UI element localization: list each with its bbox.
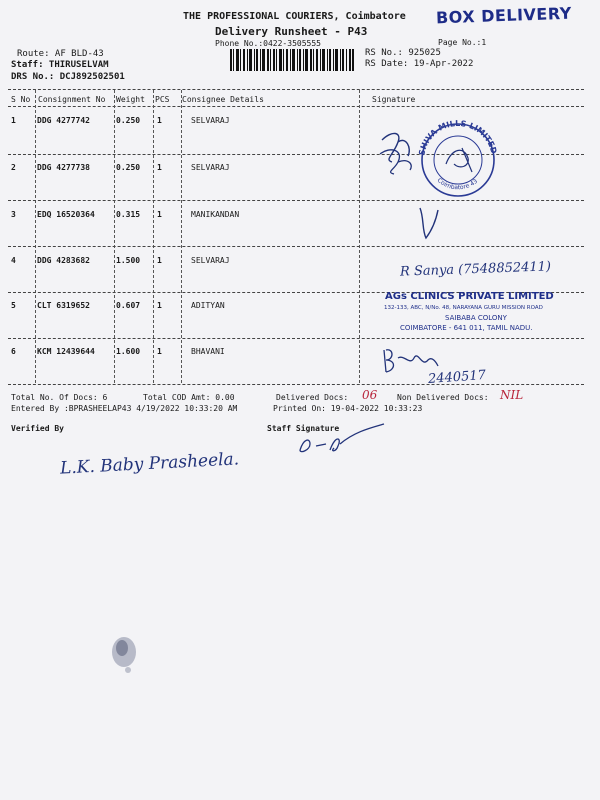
row-pcs: 1 <box>157 301 162 310</box>
row-sno: 1 <box>11 116 16 125</box>
table-bottom-rule <box>8 384 584 385</box>
row-consignee: SELVARAJ <box>191 163 230 172</box>
row-sno: 6 <box>11 347 16 356</box>
ags-stamp-colony: SAIBABA COLONY <box>445 314 507 322</box>
row-consignment: DDG 4283682 <box>37 256 90 265</box>
shiva-stamp-top: SHIVA MILLS LIMITED <box>417 118 499 157</box>
row-consignment: DDG 4277738 <box>37 163 90 172</box>
col-header-weight: Weight <box>116 95 145 104</box>
shiva-stamp-bottom: Coimbatore 43 <box>435 176 480 192</box>
row-weight: 1.500 <box>116 256 141 265</box>
drs-number: DRS No.: DCJ892502501 <box>11 72 125 82</box>
row-weight: 0.315 <box>116 210 141 219</box>
column-divider <box>359 90 360 383</box>
row-weight: 1.600 <box>116 347 141 356</box>
row-consignee: SELVARAJ <box>191 116 230 125</box>
staff-signature-label: Staff Signature <box>267 424 340 433</box>
row-consignment: KCM 12439644 <box>37 347 95 356</box>
company-name: THE PROFESSIONAL COURIERS, Coimbatore <box>183 11 406 22</box>
row-sno: 3 <box>11 210 16 219</box>
row-consignee: ADITYAN <box>191 301 225 310</box>
non-delivered-docs-value: NIL <box>500 388 524 402</box>
ags-stamp-city: COIMBATORE - 641 011, TAMIL NADU. <box>400 324 533 332</box>
ink-smudge <box>102 630 148 680</box>
signature-row3 <box>410 200 450 245</box>
row-rule <box>8 200 584 201</box>
row-rule <box>8 246 584 247</box>
document-title: Delivery Runsheet - P43 <box>215 25 368 38</box>
total-cod: Total COD Amt: 0.00 <box>143 393 235 402</box>
page-number: Page No.:1 <box>438 38 487 47</box>
col-header-sno: S No <box>11 95 31 104</box>
box-delivery-stamp: BOX DELIVERY <box>435 3 573 28</box>
route-info: Route: AF BLD-43 <box>17 49 104 59</box>
col-header-pcs: PCS <box>155 95 170 104</box>
row6-handwritten-number: 2440517 <box>427 367 487 388</box>
row-sno: 5 <box>11 301 16 310</box>
row-weight: 0.250 <box>116 116 141 125</box>
col-header-consignment: Consignment No <box>38 95 106 104</box>
column-divider <box>181 90 182 383</box>
entered-by: Entered By :BPRASHEELAP43 4/19/2022 10:33:20 AM <box>11 404 238 413</box>
rs-number: RS No.: 925025 <box>365 48 441 58</box>
col-header-signature: Signature <box>372 95 416 104</box>
phone-number: Phone No.:0422-3505555 <box>215 39 321 48</box>
staff-info: Staff: THIRUSELVAM <box>11 60 109 70</box>
table-top-rule <box>8 89 584 90</box>
row4-handwritten-note: R Sanya (7548852411) <box>399 259 552 280</box>
delivered-docs-value: 06 <box>362 388 378 402</box>
verifier-signature: L.K. Baby Prasheela. <box>59 449 240 479</box>
column-divider <box>153 90 154 383</box>
rs-date: RS Date: 19-Apr-2022 <box>365 59 474 69</box>
row-consignee: MANIKANDAN <box>191 210 240 219</box>
ags-stamp-address: 132-133, ABC, N/No. 48, NARAYANA GURU MISSION ROAD <box>384 305 543 311</box>
row-weight: 0.607 <box>116 301 141 310</box>
row-weight: 0.250 <box>116 163 141 172</box>
row-consignment: DDG 4277742 <box>37 116 90 125</box>
row-pcs: 1 <box>157 210 162 219</box>
col-header-consignee: Consignee Details <box>182 95 264 104</box>
column-divider <box>35 90 36 383</box>
shiva-mills-stamp <box>412 118 504 198</box>
ags-stamp-name: AGs CLINICS PRIVATE LIMITED <box>385 291 554 302</box>
non-delivered-docs-label: Non Delivered Docs: <box>397 393 489 402</box>
row-sno: 2 <box>11 163 16 172</box>
delivered-docs-label: Delivered Docs: <box>276 393 349 402</box>
row-consignee: BHAVANI <box>191 347 225 356</box>
signature-row2 <box>374 140 424 180</box>
row-sno: 4 <box>11 256 16 265</box>
column-divider <box>114 90 115 383</box>
row-pcs: 1 <box>157 347 162 356</box>
table-header-rule <box>8 106 584 107</box>
total-docs: Total No. Of Docs: 6 <box>11 393 108 402</box>
row-pcs: 1 <box>157 256 162 265</box>
printed-on: Printed On: 19-04-2022 10:33:23 <box>273 404 423 413</box>
row-consignee: SELVARAJ <box>191 256 230 265</box>
row-rule <box>8 338 584 339</box>
barcode-icon <box>230 49 354 71</box>
row-consignment: EDQ 16520364 <box>37 210 95 219</box>
row-pcs: 1 <box>157 163 162 172</box>
verified-by-label: Verified By <box>11 424 64 433</box>
row-consignment: CLT 6319652 <box>37 301 90 310</box>
row-pcs: 1 <box>157 116 162 125</box>
staff-signature <box>290 420 390 460</box>
